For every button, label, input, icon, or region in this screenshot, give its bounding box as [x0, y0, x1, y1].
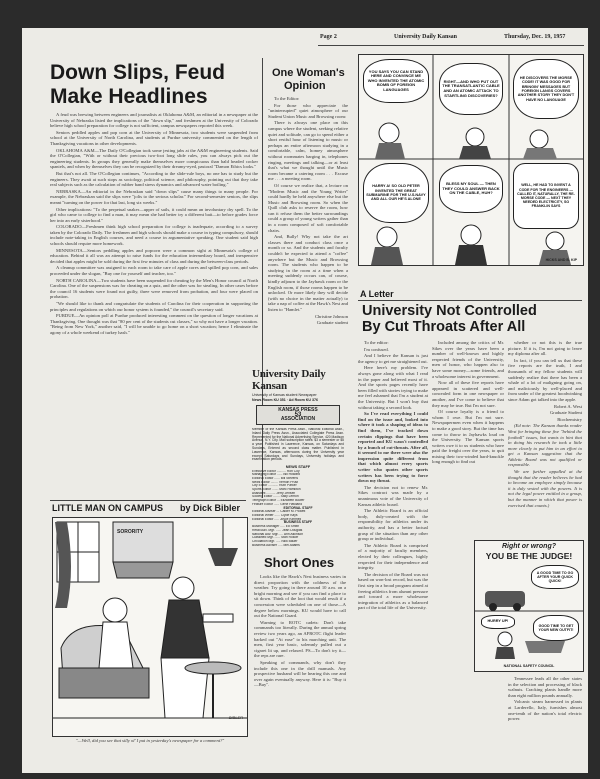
- opinion-paragraph: And, Bully! Why not take the art classes there and conduct class once a month or so. And the students and faculty couldn't be expected to attend a "coffee" anywhere but the Music and Browsing room. The students who happen to be studying in the room at a time when a meeting suddenly occurs can, of course, kindly adjourn to the Jayhawk room or the English room, if those rooms happen to be unlocked. Or more likely they will decide (with no choice in the matter actually) to take a nap of coffee at the Hawk's Nest and listen to "Hamlet.": [268, 234, 348, 312]
- lead-paragraph: COLORADO—Freshmen think high school preparation for college is inadequate, according to a survey taken by the Colorado Daily. The freshmen and high schools should make a course in typing compulsory, should include note-taking in English courses, and need a course in argumentative speaking. One student said high schools should require more homework.: [50, 224, 258, 247]
- opinion-headline-2: Opinion: [284, 80, 326, 92]
- staff-entry: Retail Adv. Mgr. ...... Jean Douglas: [252, 528, 303, 532]
- letter-paragraph: In fact, if you can tell us that these five reports are the truth, I and thousands of my fellow students will suddenly realize that there has been a whale of a lot of maligning going on, and maliciously by well-placed and from under of the greatest hoodwinking since Adam got talked into the apple.: [508, 357, 582, 402]
- letter-headline-1: University Not Controlled: [362, 303, 537, 319]
- lead-paragraph: NORTH CAROLINA—Two students have been suspended for cheating by the Men's Honor council at North Carolina. One of the suspensions was for cheating on a quiz, and the other was for stealing. In other cases before the council 16 students were found not guilty, three were removed from probation, and four were placed on probation.: [50, 277, 258, 300]
- cartoon-drawing: [53, 518, 247, 736]
- safety-bubble-2: GOOD TIME TO GET YOUR NEW OUTFIT!: [533, 615, 579, 641]
- filler-paragraph: Tennessee leads all the other states in the selection and processing of black walnuts. Cracking plants handle more than eight million pounds annually.: [508, 676, 582, 698]
- lead-story-body: [50, 112, 258, 496]
- staff-entry: Editorial Editor ..... Joyce Kimmell: [252, 517, 302, 521]
- masthead-info: Member of the Kansas Press Assn., National Editorial Assn., Inland Daily Press Assn., Associated Collegiate Press Assn. Represented for the National Advertising Service, 420 Madison Avenue, N.Y. City. Mail subscription rates: $3 a semester or $5 a year. Published in Lawrence, Kansas, on Saturdays and Sundays, Entered as second class matter. Published in Lawrence, Kansas, afternoons during the University year except Saturdays and Sundays, University holidays and examination periods.: [252, 427, 344, 462]
- lead-headline-1: Down Slips, Feud: [50, 61, 226, 84]
- comic-strip: [358, 54, 584, 266]
- safety-ad: [474, 540, 584, 672]
- staff-entry: Executive Editor .......... Ron Coy: [252, 469, 300, 473]
- opinion-headline-1: One Woman's: [272, 67, 345, 79]
- business-staff-label: BUSINESS STAFF: [283, 520, 313, 525]
- masthead: [252, 368, 344, 548]
- opinion-paragraph: Of course we realize that, a lecture on "Modern Music and the Young Writer" could hardly be held anywhere else but the Music and Browsing room. So when the Quill club asks to reserve the room, how can it refuse them the better surroundings could a group of young writers gather than in a room composed of soft comfortable chairs.: [268, 182, 348, 233]
- letter-col-1: [358, 340, 428, 770]
- editor-note: (Ed note: The Kansan thanks reader West for bringing these five "behind the football" issues, but wants to hint that in doing his research he took a little more clearly to put him in an effort to get a Kansan suggestion that the Athletic Board was not qualified or responsible.: [508, 423, 582, 468]
- editorial-staff-label: EDITORIAL STAFF: [283, 505, 313, 510]
- lead-paragraph: A feud was brewing between engineers and journalists at Oklahoma A&M, an editorial in a newspaper at the University of Nebraska listed the implications of the "down slip," and freshmen at the University of Colorado believe high school preparation for college is not sufficient, campus newspapers reported this week.: [50, 112, 258, 129]
- staff-entry: Managing Editor ...... Bill Howard: [252, 473, 301, 477]
- badge-line-1: KANSAS PRESS: [278, 407, 318, 414]
- lead-headline-2: Make Headlines: [50, 85, 208, 108]
- lead-paragraph: OKLAHOMA A&M—The Daily O'Collegian took some jesting jabs at the A&M engineering students. Said the O'Collegian, "With or without their precious two-foot long slide rules, you can always pick out the engineering students. In groups they generally make themselves more conspicuous than bald headed cocker spaniels, and when by themselves they can be recognized by their dreamy-eyed, pastoral "Damon Ethics looks.": [50, 147, 258, 170]
- staff-entry: Society Editor ....... Sally Lemon: [252, 495, 299, 499]
- lead-paragraph: Other implications: "To the perpetual snaker—upper of sails, it could mean an involuntary dry spell. To the girl who came to college to find a man, it may mean she had better try a different bait—to before grades force her into an early sisterhood.": [50, 206, 258, 223]
- staff-entry: Business Adviser ..... Mel Adams: [252, 543, 300, 547]
- short-ones-body: [254, 574, 346, 770]
- filler-notes: [508, 676, 582, 770]
- staff-entry: Assistant .......... Jerry Jensen: [252, 491, 296, 495]
- staff-entry: News Editor ........ Vernon Prust: [252, 480, 298, 484]
- letter-paragraph: Of course loyalty is a friend to whom I owe. But I'm not sure. Newspapermen even when it happens to make a good story. But the time has come to throw in Jayhawks loud on the University. The Kansan sports writers owe it to us students who have paid the freight over the years, to quit mixing their two-winded hard-knuckle long enough to find out: [432, 409, 504, 465]
- letter-col-3: [508, 340, 582, 536]
- staff-entry: Sports Editor ....... Marc Hamilton: [252, 488, 301, 492]
- cartoon-author: by Dick Bibler: [180, 503, 241, 513]
- comic-bubble-3: HE DISCOVERS THE MORSE CODE! IT WAS GOOD FOR BRINGIN' MESSAGES BUT FOREIGN LANGS COVERS ANOTHER STORY THEY DON'T HAVE NO LANGUAGE: [513, 59, 579, 119]
- opinion-signature: Christine Johnson: [314, 313, 348, 319]
- letter-paragraph: Now all of these five reports have appeared in scattered and well-concealed form in one newspaper or another, and I've come to believe that they may be true. But I'm not sure.: [432, 380, 504, 408]
- cartoon-title: LITTLE MAN ON CAMPUS: [52, 503, 163, 513]
- issue-date: Thursday, Dec. 19, 1957: [504, 34, 566, 40]
- letter-paragraph: I'm confused.: [364, 346, 389, 352]
- safety-ad-footer: NATIONAL SAFETY COUNCIL: [503, 664, 555, 669]
- short-paragraph: Warning to ROTC cadets: Don't take commands too literally. During the annual spring review two years ago, an AFROTC flight leader barked out "At ease" to his marching unit. The men, first year basic, solemnly pulled out a cigaret lit up, and relaxed. PS—To don't try it—the reps are rare.: [254, 619, 346, 659]
- masthead-subtitle: University of Kansas student Newspaper: [252, 393, 317, 397]
- cartoon-signature: BIBLER: [228, 715, 243, 720]
- comic-bubble-1: YOU SAYS YOU CAN STAND HERE AND CONVINCE ME WHO INVENTED THE ATOMIC BOMB OF FOREIGN LANGUAGES: [363, 59, 429, 103]
- filler-paragraph: Volcanic steam harnessed in plants at Larderello, Italy, furnishes almost one-tenth of the nation's total electric power.: [508, 699, 582, 722]
- safety-ad-top: Right or wrong?: [501, 543, 557, 550]
- lead-paragraph: Seniors peddled apples and pop corn at the University of Minnesota, two students were suspended from school at the University of North Carolina, and students at Purdue university commented on the length of Thanksgiving vacations in other developments.: [50, 129, 258, 146]
- short-paragraph: Speaking of commands, why don't they include this one in the drill manuals. Any prospective husband will be hearing this one and over again eventually anyway. Here it is: "Buy it—Buy".: [254, 659, 346, 688]
- opinion-signature-title: Graduate student: [316, 320, 348, 326]
- staff-entry: Editorial Writer ...... Clyde Kays: [252, 514, 298, 517]
- opinion-paragraph: To the Editor:: [274, 96, 300, 101]
- letter-headline-2: By Cut Throats After All: [362, 319, 526, 335]
- letter-paragraph: So I've read everything I could find on the issue and, looked into where it took a shaping of ideas to find them, I've tracked down certain clippings that have been reported and KU wasn't controlled by a bunch of cut-throats. After all, it seemed to me there were also the impression quite different from that which almost every sports writer who quotes other sports writers has been trying to force down my throat.: [358, 411, 428, 484]
- letter-signature: Robert A. West: [554, 403, 582, 409]
- letter-paragraph: Here here's my problem. I've always gone along with what I read in the paper and believed most of it. And the sports pages recently have been filled with stories trying to make me feel ashamed that I'm a student at the University. But I won't buy that without taking a second look.: [358, 365, 428, 410]
- safety-bubble-1: A GOOD TIME TO GO AFTER YOUR QUICK QUICK!: [531, 565, 579, 589]
- staff-entry: National Adv. Mgr. .... Ann Atkinson: [252, 532, 304, 536]
- staff-entry: Business Manager ..... Ed Smith: [252, 525, 300, 529]
- staff-entry: Telegraph Editor ... Elizabeth Bower: [252, 499, 305, 503]
- newspaper-page: [22, 28, 588, 773]
- staff-entry: Editorial Editor ...... Bill Stevens: [252, 476, 298, 480]
- cartoon-panel: [52, 517, 248, 737]
- opinion-paragraph: There is always one place on this campus where the student, seeking relative quiet and solitude, can go to spend either a short restful hour of listening to music or perhaps an entire afternoon studying in a comfortable, calm, homey atmosphere without roommates barging in, telephones ringing, meetings and talking—or at least that's what we thought until the Music room became a catering room . . . Excuse me . . . a meeting room.: [268, 120, 348, 182]
- lead-paragraph: But that's not all. The O'Collegian continues, "According to the slide-rule boys, no one has to study but the engineers. They await at such stops as sociology, political science, and philosophy, pointing out that they take real subjects such as the calculation of rubber band stress dynamics and advanced water boiling.": [50, 170, 258, 188]
- safety-bubble-3: HURRY UP!: [481, 615, 515, 629]
- letter-paragraph: The decision of the Board was not based on won-lost record, but was the first step in a broad program aimed at freeing athletics from alumni pressure and toward a more wholesome integration of athletics as a balanced part of the total life of the University.: [358, 571, 428, 611]
- lead-paragraph: NEBRASKA—An editorial in the Nebraskan said "down slips" cause many things to many people. For example, the Nebraskan said the slips were "jolts to the serious scholar." For second-semester seniors, the slips meant "turning on the power for that last, long six weeks.": [50, 188, 258, 205]
- staff-list: [252, 470, 344, 548]
- masthead-phones: News Room KU 351 · Ad Room KU 376: [252, 397, 318, 402]
- staff-entry: City Editor ........... Ruth Parker: [252, 484, 297, 488]
- short-paragraph: Looks like the Hawk's Nest business varies in direct proportion with the coldness of the weather. Try going in there around 10 a.m. on a bright morning and see if you can find a place to sit down. Think of the loot that would result if a concession were scheduled on one of those—A degree below mornings. KU would have to call out the National Guard.: [254, 574, 346, 619]
- comic-bubble-4: HARRY A! SO OLD PETER INVENTED THE GREAT SUBMARINE FOR THE U.S.NAVY AND ALL OUR HE'S ALONE: [363, 163, 429, 223]
- letter-label: A Letter: [360, 289, 394, 299]
- press-badge: [256, 405, 340, 425]
- letter-paragraph: The Athletic Board is comprised of a majority of faculty members, elected by their colleagues, highly respected for their independence and integrity.: [358, 542, 428, 571]
- lead-paragraph: MINNESOTA—Seniors peddling apples and popcorn were a common sight at Minnesota's college of education. Behind it all was an attempt to raise funds for the education intermediary board, and inexpensive decided that apples might be sold during the first few minutes of class and during the between-class periods.: [50, 247, 258, 264]
- letter-paragraph: The Athletic Board is an official body, duly-created with the responsibility for athletics under its authority, and has a better factual grasp of the situation than any other group or individual.: [358, 508, 428, 542]
- cartoon-top-rule: [50, 500, 246, 501]
- cartoon-sign: SORORITY: [117, 529, 144, 535]
- letter-rule: [358, 300, 582, 301]
- editor-note: We are further appalled at the thought that the reader believes he had to become an employee simply because it is duly vested with the powers. It is not the legal power entitled in a group, but the manner in which that power is exercised that counts.): [508, 469, 582, 508]
- page-number: Page 2: [320, 34, 337, 40]
- letter-paragraph: The decision not to renew Mr. Sikes contract was made by a unanimous vote of the University of Kansas athletic board.: [358, 484, 428, 507]
- staff-entry: Circulation Mgr. ..... Nick Bauer: [252, 539, 298, 543]
- masthead-title: University Daily Kansan: [252, 368, 326, 392]
- safety-ad-title: YOU BE THE JUDGE!: [485, 551, 573, 561]
- letter-signature-title: Graduate Student: [549, 410, 582, 416]
- letter-paragraph: To the editor:: [364, 340, 389, 345]
- badge-year: 53: [294, 411, 302, 418]
- news-staff-label: NEWS STAFF: [285, 464, 311, 469]
- opinion-paragraph: For those who appreciate the "uninterrupted" quiet atmosphere of our Student Union Music and Browsing room:: [268, 102, 348, 119]
- header-rule: [318, 45, 584, 46]
- lead-paragraph: A cleanup committee was assigned to each room to take care of apple cores and spilled pop corn, and sales proceeded under the slogan, "Buy one for yourself and teacher, too.": [50, 265, 258, 277]
- letter-paragraph: Included among the critics of Mr. Sikes over the years have been a number of well-known and highly respected friends of the University, men of honor, who happen also to have some money—some friends, and a wholesome interest in government.: [432, 340, 504, 379]
- staff-entry: Editorial Adviser ... Calder M. Pickett: [252, 510, 306, 514]
- paper-name: University Daily Kansan: [394, 34, 458, 40]
- comic-bubble-2: RIGHT—AND WHO PUT OUT THE TRANSATLANTIC CABLE AND AN ATOMIC ATTACK TO STARTLING DISCOVERIES?: [439, 63, 503, 115]
- lead-paragraph: "We should like to thank and congratulate the students of Carolina for their cooperation in supporting the principles and regulations on which our honor system is founded," the council's secretary said.: [50, 301, 258, 312]
- staff-entry: Classified Mgr. ...... Stan Rokoff: [252, 536, 299, 540]
- staff-entry: Feature Editor ...... Gene Haviland: [252, 502, 303, 506]
- badge-line-2: ASSOCIATION: [280, 416, 316, 423]
- lead-paragraph: PURDUE—An opinion poll at Purdue produced interesting comment on the question of longer vacations at Thanksgiving. One thought was that "80 per cent of the students cut classes," so why not have a longer vacation. "Being from New York," another said, "I will be unable to go home on a short vacation; hence I eliminate the agony of a whole weekend of turkey hash.": [50, 313, 258, 335]
- opinion-body: [268, 96, 348, 364]
- short-ones-headline: Short Ones: [264, 555, 335, 570]
- letter-paragraph: whether or not this is the true picture. If it is, I'm not going to leave my diploma after all.: [508, 340, 582, 357]
- letter-signature-dept: Biochemistry: [557, 416, 582, 422]
- comic-bubble-6: WELL, HE HAD TO INVENT A CODE FOR THE ENGINEERS — CALLED IT, NATURALLY, THE RE-MORSE CODE — NEXT THEY NEEDED ELECTRICITY, SO FRANKLIN SAYS: [513, 163, 579, 229]
- letter-paragraph: And I believe the Kansan is just the agency to get me straightened out.: [358, 353, 428, 364]
- comic-signature: HICKS AND B. KIP: [545, 258, 577, 263]
- comic-bubble-5: BLESS MY SOUL — THEN THEY COULD ANSWER BACK ON THE CABLE, HUH?: [439, 165, 503, 213]
- cartoon-caption: "—Well, did you see that silly ol' I put in yesterday's newspaper for a comment?": [75, 738, 225, 743]
